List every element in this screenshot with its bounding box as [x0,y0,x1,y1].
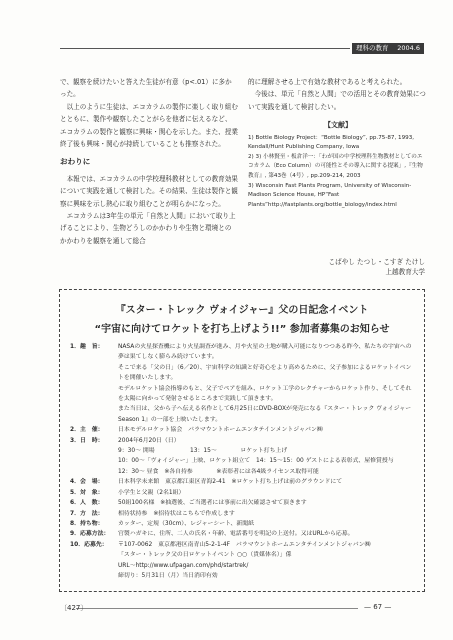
notice-item-value: 相待状持参 ※招待状はこちらで作成します [118,510,235,517]
notice-item-value: モデルロケット協会指導のもと、父子でペアを組み、ロケット工学のレクチャーからロケット作り、そしてそれを太陽に向かって発射させるところまで実践して頂きます。 [118,385,412,403]
notice-item-label [70,446,118,456]
notice-subtitle: “宇宙に向けてロケットを打ち上げよう!!” 参加者募集のお知らせ [94,324,390,335]
notice-item [70,550,415,560]
notice-item-value: 10：00～「ヴォイジャー」上映、ロケット組立て 14：15～15：00 ゲストによる表彰式、屋修賞授与 [118,458,394,465]
notice-item-label: 8．持ち物： [70,520,104,527]
notice-item-value: カッター、定規（30cm）、レジャーシート、新聞紙 [118,520,255,527]
footer-left-number: 〔427〕 [60,604,88,612]
notice-item [70,529,415,539]
reference-item: 2) 3) 小林賢至・板倉洋一：「わが国の中学校理科生物教材としてのエコカラム（Eco Column）の可能性とその導入に関する提案」,『生物教育』, 第43巻（4号）, pp.209-214, 2003 [248,153,423,179]
reference-item: 1) Bottle Biology Project：“Bottle Biology”, pp.75-87, 1993, Kendall/Hunt Publishing Company, Iowa [248,134,415,151]
right-paragraph-1: 的に理解させる上で有効な教材であると考えられた。 [248,78,407,86]
issue-number: 2004.6 [397,44,420,52]
left-column [60,76,238,247]
notice-item-label [70,467,118,477]
notice-item [70,436,415,446]
references-list [248,134,428,211]
notice-item-value: また当日は、父から子へ伝える名作として6月25日にDVD-BOXが発売になる『スター・トレック ヴォイジャー Season 1』の一部を上映いたします。 [118,406,412,423]
notice-item-label [70,404,118,425]
left-paragraph-2: 以上のように生徒は、エコカラムの製作に楽しく取り組むとともに、製作や観察したことがらを他者に伝えるなど、エコカラムの製作と観察に興味・関心を示した。また、授業終了後も興味・関心が持続していることも推察された。 [60,102,238,149]
page-number: — 67 — [364,603,392,611]
left-paragraph-3: 本報では、エコカラムの中学校理科教材としての教育効果について実践を通して検討した。その結果、生徒は製作と観察に興味を示し熱心に取り組むことが明らかになった。 [60,174,238,208]
notice-item [70,363,415,384]
left-paragraph-1: で、観察を続けたいと答えた生徒が有意（p<.01）に多かった。 [60,78,232,99]
notice-body [70,342,415,581]
notice-item-label: 4．会 場： [70,479,104,486]
journal-name: 理科の教育 [356,44,389,52]
notice-item-label: 6．人 数： [70,500,104,507]
event-notice-box [59,289,425,592]
notice-item-label [70,561,118,571]
section-heading: おわりに [60,157,91,167]
notice-item-label [70,571,118,581]
notice-item-value: NASAの火星探査機により火星調査が進み、月や火星の土地が購入可能になりつつある昨今、私たちの宇宙への夢は果てしなく膨らみ続けています。 [118,344,412,361]
author-block [320,257,425,277]
footer-rule [76,608,358,609]
notice-item-value: 日本モデルロケット協会 パラマウントホームエンタテインメントジャパン㈱ [118,427,323,434]
notice-item-value: 2004年6月20日（日） [118,437,180,444]
notice-item-value: 小学生と父親（2名1組） [118,489,185,496]
notice-item [70,425,415,435]
notice-item [70,456,415,466]
notice-item-label [70,384,118,405]
notice-item-value: 12：30～ 昼食 ※各自持参 ※表彰者には各4級ライセンス取得可能 [118,468,319,475]
notice-item [70,509,415,519]
right-paragraph-2: 今後は、単元「自然と人間」での活用とその教育効果について実践を通して検討したい。 [248,90,426,111]
notice-item-label [70,456,118,466]
reference-item: 3) Wisconsin Fast Plants Program, University of Wisconsin-Madison Science House, HP“Fast Plants”http://fastplants.org/bottle_biology/index.html [248,182,412,208]
author-name: こばやし たつし・こすぎ たけし [328,258,425,266]
notice-item-value: 〒107-0062 東京都港区南青山5-2-1-4F パラマウントホームエンタテインメントジャパン㈱ [118,541,371,548]
notice-item-label: 9．応募方法： [70,531,110,538]
header-badge [352,43,424,54]
notice-item-value: URL～http://www.ufpagan.com/phd/startrek/ [118,562,249,569]
notice-item [70,446,415,456]
notice-item-value: 日本科学未来館 東京都江東区青海2-41 ※ロケット打ち上げは前のグラウンドにて [118,479,343,486]
notice-item [70,561,415,571]
notice-item [70,404,415,425]
notice-item-value: そこで来る「父の日」（6／20）、宇宙科学の知識と好奇心をより高めるために、父子参加によるロケットイベントを開催いたします。 [118,364,412,382]
notice-item [70,571,415,581]
right-column [248,76,428,210]
notice-title: 『スター・トレック ヴォイジャー』父の日記念イベント [115,305,369,316]
notice-item-value: 50組100名様 ※抽選後、ご当選者には事前に出欠確認させて頂きます [118,500,307,507]
notice-item-label: 3．日 時： [70,437,104,444]
notice-item [70,477,415,487]
notice-item-label: 2．主 催： [70,427,104,434]
notice-item-label [70,550,118,560]
notice-item [70,342,415,363]
notice-item-label: 7．方 法： [70,510,104,517]
notice-item-value: 締切り：5月31日（月）当日消印有効 [118,572,218,579]
notice-item-value: 9：30～ 開場 13：15～ ロケット打ち上げ [118,448,288,455]
header-rule [60,48,350,49]
notice-item-label [70,363,118,384]
notice-item-label: 10．応募先： [70,541,108,548]
notice-item [70,467,415,477]
notice-item [70,519,415,529]
references-title: 【文献】 [324,121,352,130]
notice-item-label: 5．対 象： [70,489,104,496]
notice-item-label: 1．趣 旨： [70,344,104,350]
author-affiliation: 上越教育大学 [385,268,425,276]
notice-item-value: 官製ハガキに、住所、二人の氏名・年齢、電話番号を明記の上送付。又はURLから応募。 [118,531,354,538]
notice-item [70,540,415,550]
notice-item [70,488,415,498]
left-paragraph-4: エコカラムは3年生の単元「自然と人間」において取り上げることにより、生物どうしのかかわりや生物と環境とのかかわりを観察を通して総合 [60,212,236,245]
notice-item [70,498,415,508]
notice-item-value: 「スター・トレック父の日ロケットイベント ○○（貴媒体名）」係 [118,552,292,559]
notice-item [70,384,415,405]
